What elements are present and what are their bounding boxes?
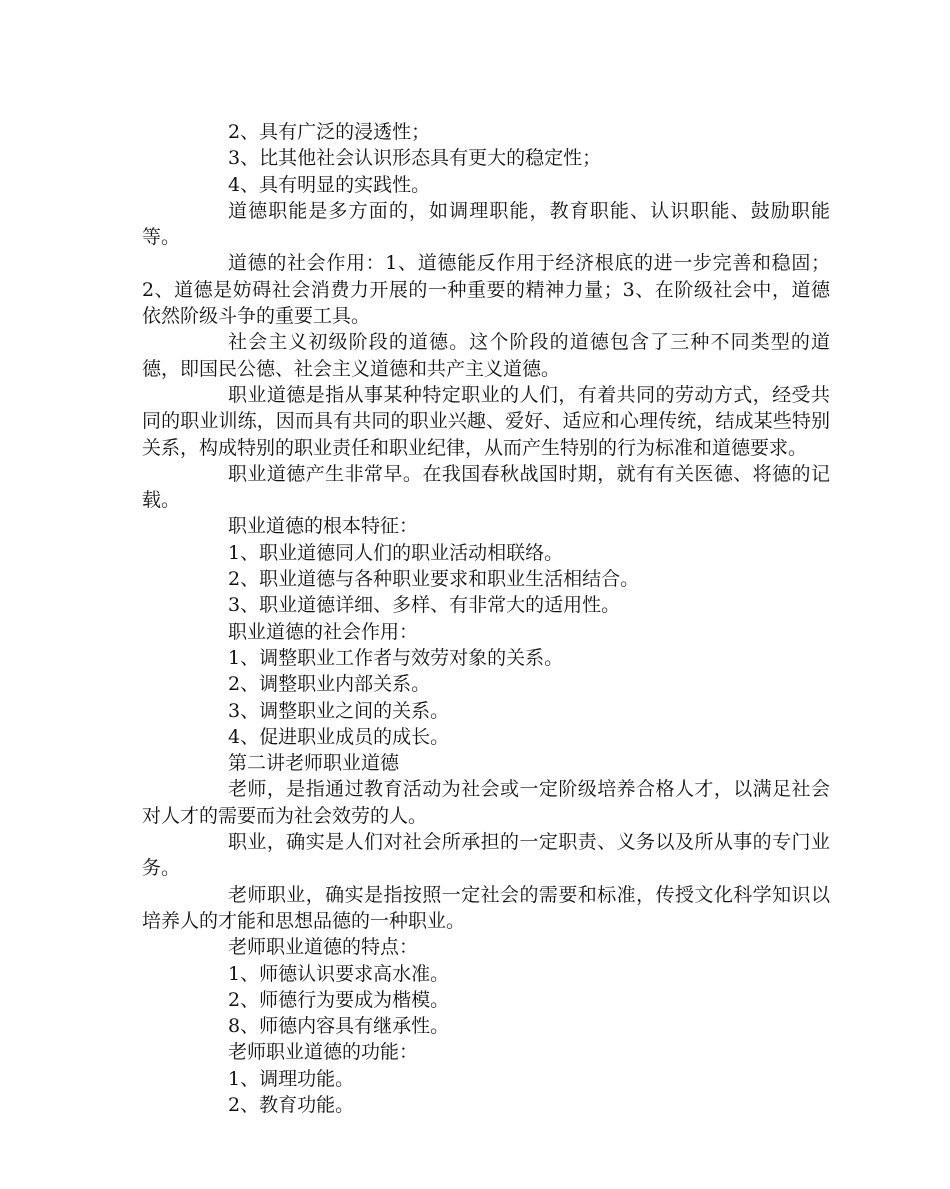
list-item: 3、职业道德详细、多样、有非常大的适用性。: [228, 594, 621, 617]
body-paragraph: 老师职业，确实是指按照一定社会的需要和标准，传授文化科学知识以培养人的才能和思想品德的一种职业。: [142, 883, 830, 932]
list-item: 2、师德行为要成为楷模。: [228, 988, 450, 1011]
list-item: 8、师德内容具有继承性。: [228, 1015, 450, 1038]
list-item: 3、比其他社会认识形态具有更大的稳定性；: [228, 147, 602, 170]
list-item: 3、调整职业之间的关系。: [228, 699, 450, 722]
body-paragraph: 道德的社会作用：1、道德能反作用于经济根底的进一步完善和稳固；2、道德是妨碍社会消费力开展的一种重要的精神力量；3、在阶级社会中，道德依然阶级斗争的重要工具。: [142, 252, 830, 328]
list-item: 1、职业道德同人们的职业活动相联络。: [228, 541, 564, 564]
body-paragraph: 职业，确实是人们对社会所承担的一定职责、义务以及所从事的专门业务。: [142, 831, 830, 880]
list-item: 2、职业道德与各种职业要求和职业生活相结合。: [228, 568, 640, 591]
body-paragraph: 社会主义初级阶段的道德。这个阶段的道德包含了三种不同类型的道德，即国民公德、社会主义道德和共产主义道德。: [142, 331, 830, 380]
body-paragraph: 职业道德是指从事某种特定职业的人们，有着共同的劳动方式，经受共同的职业训练，因而具有共同的职业兴趣、爱好、适应和心理传统，结成某些特别关系，构成特别的职业责任和职业纪律，从而产生特别的行为标准和道德要求。: [142, 383, 830, 459]
list-item: 2、具有广泛的浸透性；: [228, 121, 431, 143]
list-item: 1、师德认识要求高水准。: [228, 962, 450, 985]
list-item: 1、调整职业工作者与效劳对象的关系。: [228, 646, 564, 669]
section-heading: 老师职业道德的功能：: [228, 1041, 419, 1064]
lecture-title: 第二讲老师职业道德: [228, 752, 400, 775]
document-body: [142, 119, 830, 1118]
section-heading: 职业道德的根本特征：: [228, 515, 419, 538]
body-paragraph: 职业道德产生非常早。在我国春秋战国时期，就有有关医德、将德的记载。: [142, 462, 830, 512]
list-item: 4、具有明显的实践性。: [228, 173, 431, 196]
list-item: 4、促进职业成员的成长。: [228, 725, 450, 748]
list-item: 2、调整职业内部关系。: [228, 673, 431, 696]
section-heading: 职业道德的社会作用：: [228, 620, 419, 643]
body-paragraph: 老师，是指通过教育活动为社会或一定阶级培养合格人才，以满足社会对人才的需要而为社会效劳的人。: [142, 778, 830, 827]
body-paragraph: 道德职能是多方面的，如调理职能，教育职能、认识职能、鼓励职能等。: [142, 199, 830, 249]
section-heading: 老师职业道德的特点：: [228, 936, 419, 959]
list-item: 1、调理功能。: [228, 1067, 355, 1090]
list-item: 2、教育功能。: [228, 1093, 355, 1116]
